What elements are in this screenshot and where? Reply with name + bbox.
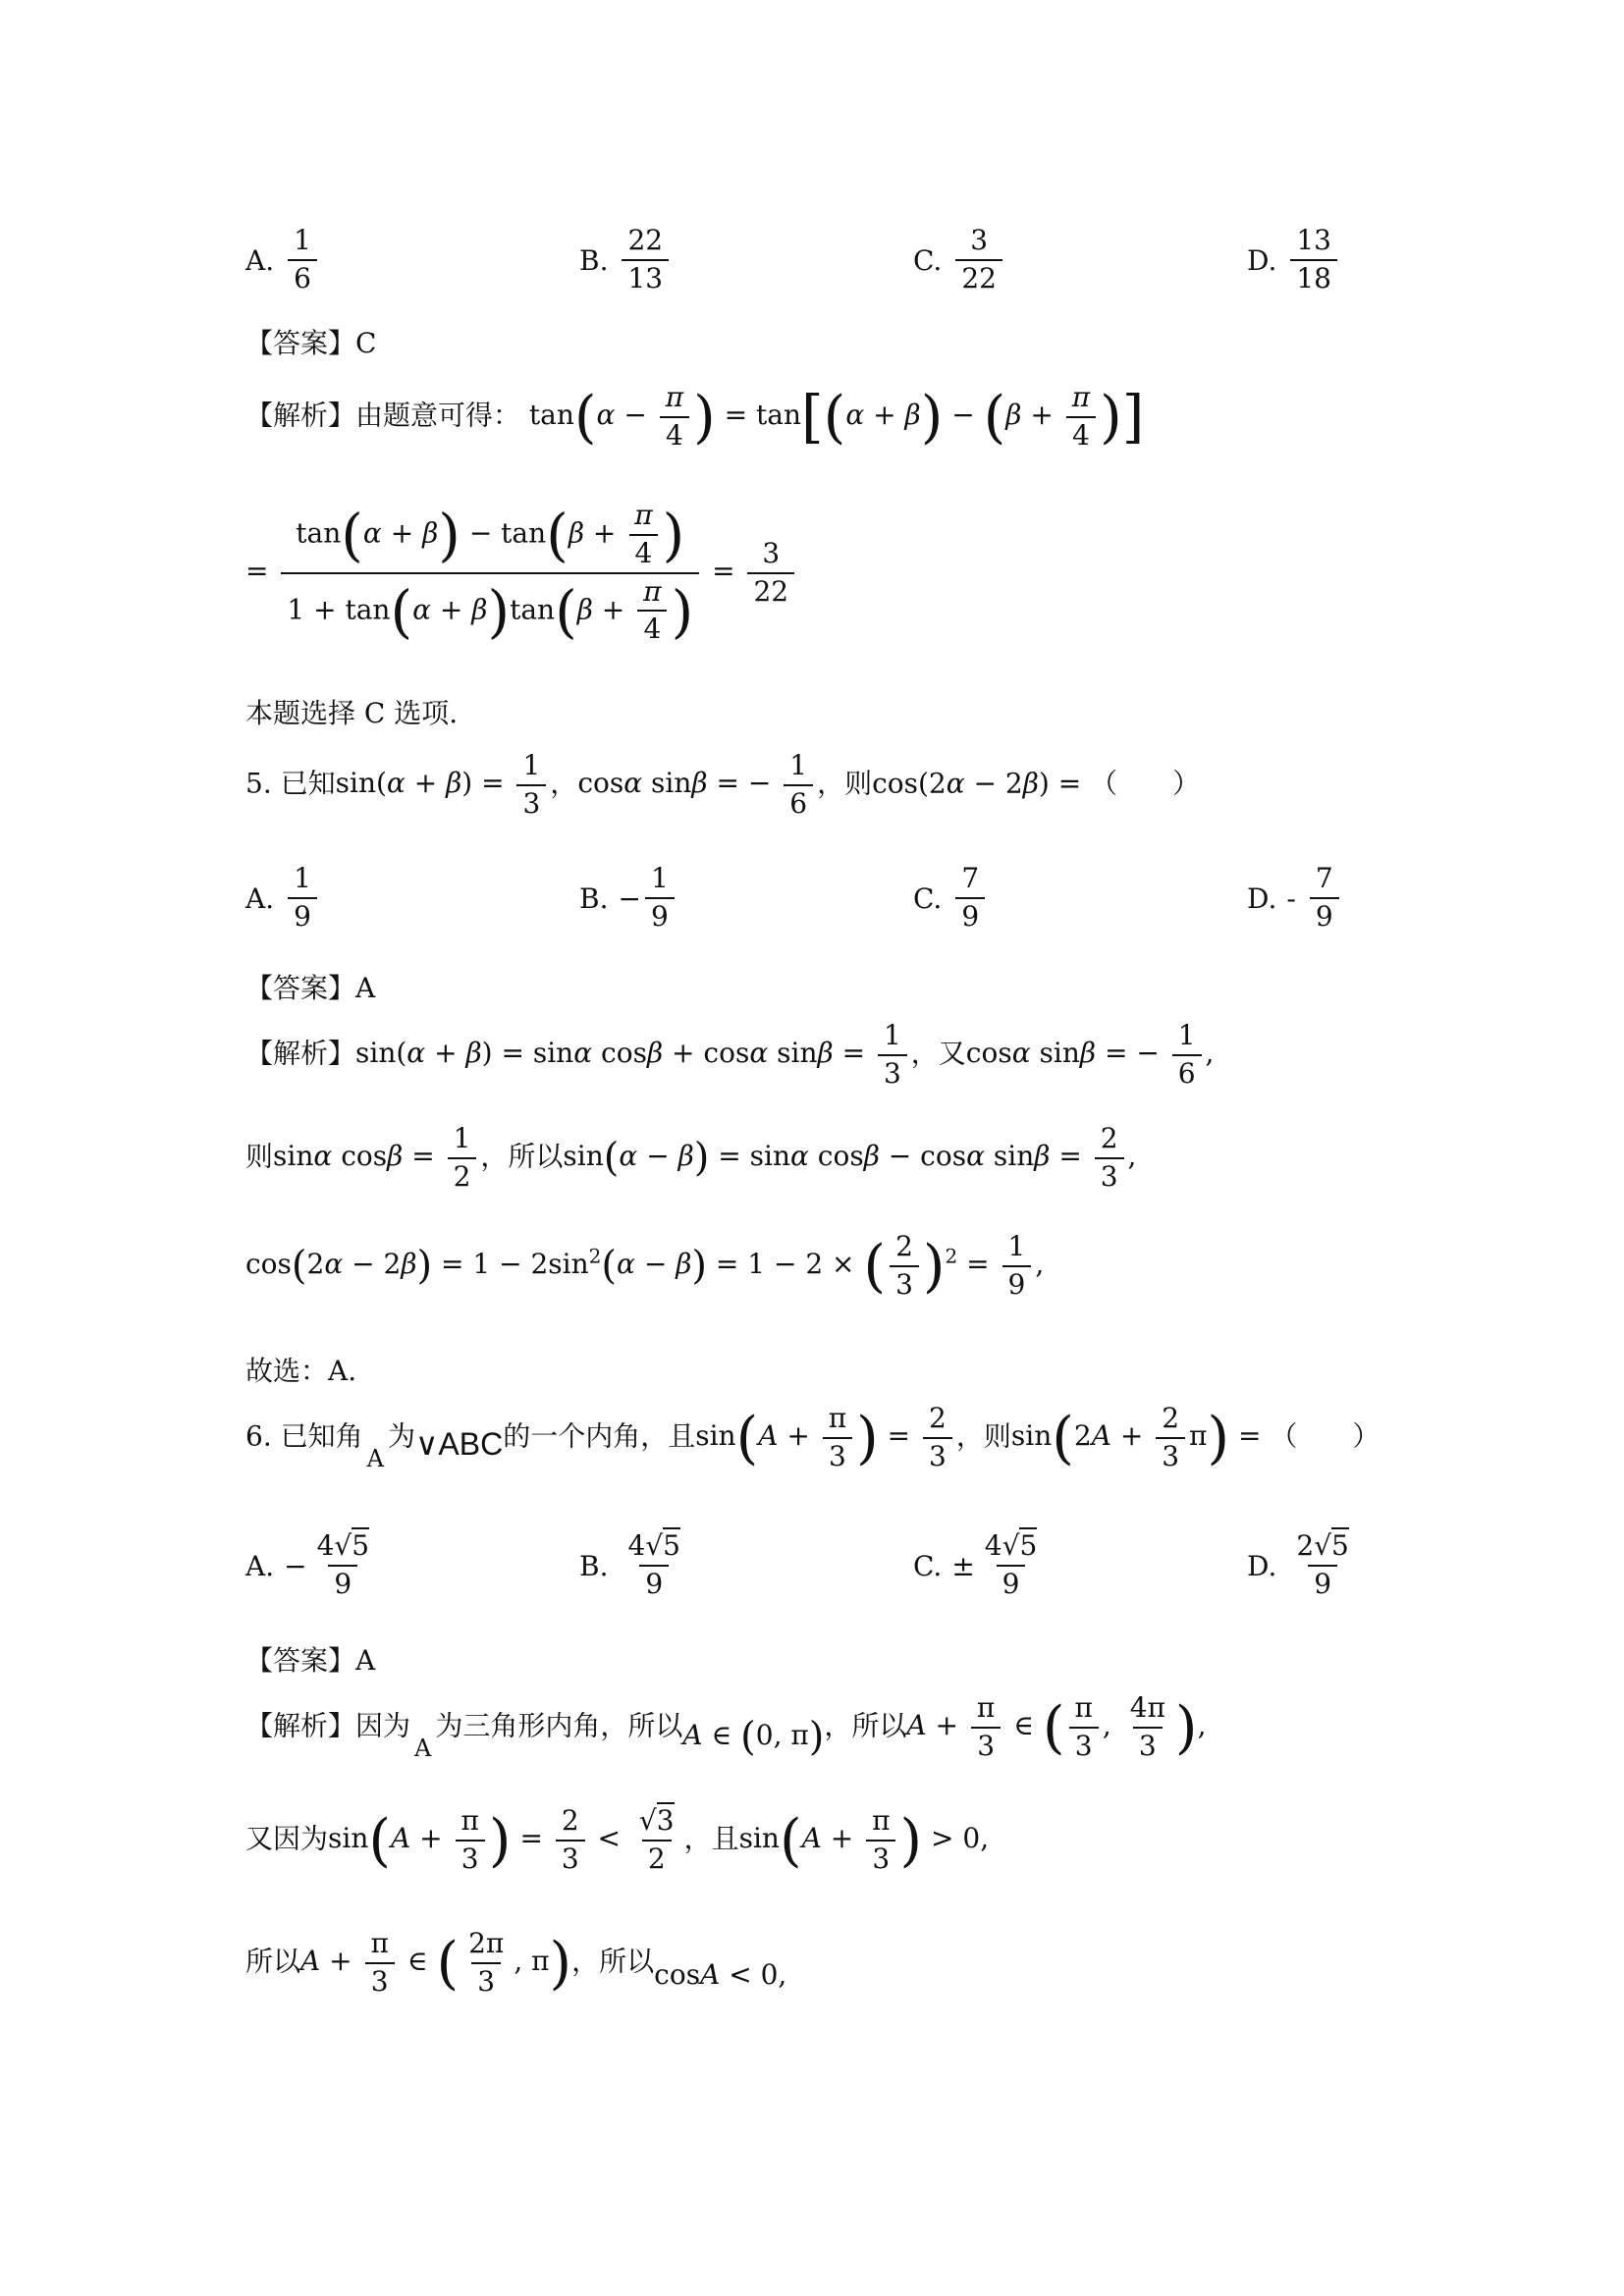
option-label: A. [245,243,275,277]
q5-analysis-line2 [245,1124,1136,1193]
numerator: 7 [1315,862,1333,895]
variable-a: A [366,1445,384,1473]
radicand: 5 [663,1529,680,1563]
formula: sin(α − β) = sinα cosβ − cosα sinβ = $\frac{2}{3}$ , [563,1122,1137,1193]
formula: cos(2α − 2β) = [872,767,1082,800]
sign: ± [951,1549,975,1582]
analysis-label: 【解析】 [245,1037,356,1070]
formula: $\cos(2\alpha - 2\beta) = 1 - 2\sin^2(\alpha - \beta) = 1 - 2$ × ( $\frac{2}{3}$ )$^2$ = $\frac{1}{9}$ , [245,1230,1045,1301]
analysis-label: 【解析】因为 [245,1709,411,1742]
fraction [622,226,669,294]
denominator: 9 [955,897,985,933]
formula: tan(α − $\frac{\pi}{4}$ ) = tan[(α + β) − (β + $\frac{\pi}{4}$ )] [528,381,1145,452]
denominator: 9 [288,897,317,933]
question-number: 6. 已知角 [245,1419,363,1453]
option-label: D. [1247,243,1277,277]
q5-option-d [1247,854,1343,942]
q4-conclusion: 本题选择 C 选项. [245,697,459,729]
option-label: C. [913,243,943,277]
so-text: ，所以 [480,1140,564,1173]
q4-option-c [913,216,1006,304]
q6-analysis-line1 [245,1693,1206,1762]
denominator: 9 [328,1565,357,1600]
option-label: B. [579,881,609,915]
numerator: 13 [1296,224,1331,257]
question-number: 5. 已知 [245,767,336,800]
option-label: C. [913,1549,943,1582]
analysis-label: 【解析】由题意可得： [245,399,521,432]
option-label: C. [913,881,943,915]
so-text: ，所以 [824,1709,907,1742]
q5-option-b [579,854,678,942]
q5-stem [245,751,1200,820]
also-text: ，又 [910,1037,966,1070]
option-label: A. [245,881,275,915]
formula: sin(α + β) = $\frac{1}{3}$ [336,767,551,799]
q4-analysis-line1 [245,383,1144,452]
fraction [288,226,317,294]
formula: sinα cosβ = $\frac{1}{2}$ [273,1140,480,1172]
answer-parens: （ ） [1090,767,1201,800]
big-fraction: tan(α + β) − tan(β + $\frac{\pi}{4}$ ) 1 + tan(α + β)tan(β + $\frac{\pi}{4}$ ) [281,501,699,645]
q4-answer: 【答案】C [245,327,377,359]
comma: ， [550,767,578,800]
q6-stem [245,1404,1380,1472]
answer-parens: （ ） [1270,1419,1380,1453]
q5-options [245,854,1424,942]
coefficient: 4 [627,1529,646,1563]
option-label: B. [579,243,609,277]
numerator: 1 [650,862,669,895]
numerator: 7 [961,862,980,895]
formula: cosA < 0, [654,1958,787,1992]
formula: sin(A + $\frac{\pi}{3}$ ) = $\frac{2}{3}$ [695,1419,956,1452]
then-text: 则 [245,1140,274,1173]
coefficient: 4 [984,1529,1002,1563]
formula: sin(2A + $\frac{2}{3}$ π) = [1010,1402,1262,1472]
q4-option-b [579,216,673,304]
fraction: $\frac{4√5}{9}$ [316,1529,370,1600]
q4-analysis-line2: = tan(α + β) − tan(β + $\frac{\pi}{4}$ ) 1 + tan(α + β)tan(β + $\frac{\pi}{4}$ ) = $\frac{3}{22}$ [245,501,798,645]
option-label: B. [579,1549,609,1582]
q6-analysis-line2 [245,1806,989,1875]
q6-answer: 【答案】A [245,1644,376,1677]
is-text: 为 [387,1419,415,1453]
q6-option-c [913,1522,1047,1610]
numerator: 3 [970,224,989,257]
q6-options [245,1522,1424,1610]
option-label: D. [1247,1549,1277,1582]
sign: − [284,1549,307,1582]
then-text: ，则 [817,767,873,800]
numerator: 1 [294,862,311,895]
radicand: 5 [1331,1529,1349,1563]
q6-analysis-line3 [245,1929,786,1998]
q6-option-d [1247,1522,1359,1610]
then-text: ，则 [955,1419,1011,1453]
variable-a: A [414,1735,432,1763]
radicand: 5 [352,1529,370,1563]
formula: sin(A + $\frac{\pi}{3}$ ) > 0, [738,1804,990,1875]
fraction [645,864,675,933]
fraction [955,864,985,933]
triangle-abc: ∨ABC [414,1426,504,1463]
option-label: D. [1247,881,1277,915]
q4-option-a [245,216,321,304]
fraction [288,864,317,933]
formula: cosα sinβ = − $\frac{1}{6}$ , [965,1019,1215,1090]
q6-option-b [579,1522,690,1610]
sign: − [618,881,641,915]
denominator: 9 [997,1565,1026,1600]
analysis-text: 为三角形内角，所以 [435,1709,683,1742]
q5-answer: 【答案】A [245,972,376,1004]
and-text: ，且 [683,1822,739,1855]
formula: A + $\frac{\pi}{3}$ ∈ ( $\frac{\pi}{3}$ , $\frac{4\pi}{3}$ ), [906,1691,1207,1762]
coefficient: 4 [316,1529,335,1563]
numerator: 1 [294,224,311,257]
denominator: 18 [1290,259,1337,294]
numerator: 22 [627,224,664,257]
formula: A ∈ (0, π) [682,1714,825,1760]
radicand: 5 [1019,1529,1038,1563]
q6-option-a [245,1522,379,1610]
denominator: 6 [288,259,317,294]
denominator: 22 [955,259,1002,294]
denominator: 9 [645,897,675,933]
fraction: $\frac{4√5}{9}$ [984,1529,1038,1600]
formula: sin(α + β) = sinα cosβ + cosα sinβ = $\frac{1}{3}$ [355,1037,911,1069]
formula: cosα sinβ = − $\frac{1}{6}$ [577,767,817,799]
denominator: 9 [1310,897,1339,933]
sign: - [1286,881,1296,915]
fraction [1310,864,1339,933]
option-label: A. [245,1549,275,1582]
q5-analysis-line1 [245,1021,1214,1090]
stem-text: 的一个内角，且 [503,1419,696,1453]
q5-option-c [913,854,989,942]
formula: A + $\frac{\pi}{3}$ ∈ ( $\frac{2\pi}{3}$ , π) [300,1927,572,1998]
q5-option-a [245,854,321,942]
fraction [955,226,1002,294]
q4-option-d [1247,216,1341,304]
also-because-text: 又因为 [245,1822,329,1855]
fraction [1290,226,1337,294]
so-text: 所以 [245,1945,301,1978]
q5-choice: 故选：A. [245,1355,357,1387]
so-text: ，所以 [571,1945,655,1978]
denominator: 9 [1308,1565,1337,1600]
formula: sin(A + $\frac{\pi}{3}$ ) = $\frac{2}{3}$ < $\frac{√3}{2}$ [328,1804,675,1875]
q4-options [245,216,1424,304]
coefficient: 2 [1296,1529,1315,1563]
denominator: 9 [639,1565,669,1600]
denominator: 13 [622,259,669,294]
fraction: $\frac{4√5}{9}$ [627,1529,680,1600]
q5-analysis-line3 [245,1232,1044,1301]
fraction: $\frac{2√5}{9}$ [1296,1529,1349,1600]
